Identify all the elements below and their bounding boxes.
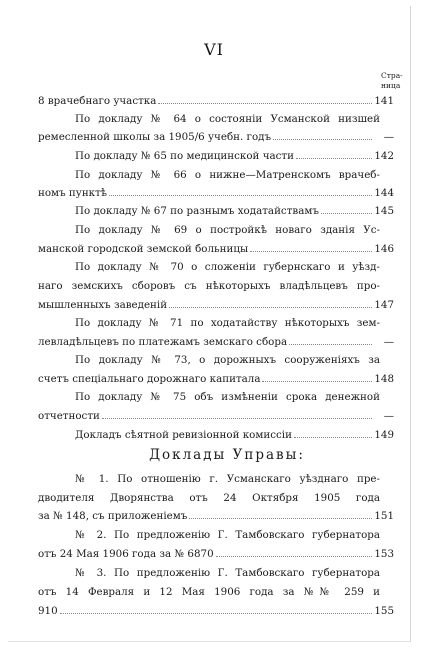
toc-entry: ремесленной школы за 1905/6 учебн. годъ — (38, 128, 394, 146)
toc-entry: мышленныхъ заведенiй 147 (38, 296, 394, 314)
toc-line: № 3. По предложенiю Г. Тамбовскаго губернатора (75, 567, 380, 579)
toc-entry: номъ пунктѣ 144 (38, 184, 394, 202)
page-column-heading: Стра- ница (381, 71, 403, 90)
toc-entry: 8 врачебнаго участка 141 (38, 92, 394, 110)
toc-line: № 2. По предложенiю Г. Тамбовскаго губернатора (75, 529, 380, 541)
toc-line: № 1. По отношенiю г. Усманскаго уѣзднаго пре- (75, 473, 380, 485)
toc-line: наго земскихъ сборовъ съ нѣкоторыхъ владѣльцевъ про- (38, 280, 380, 292)
toc-line: отъ 14 Февраля и 12 Мая 1906 года за №№ 259 и (38, 586, 380, 598)
toc-entry: По докладу № 67 по разнымъ ходатайствамъ 145 (75, 202, 394, 220)
toc-entry: отчетности — (38, 407, 394, 425)
toc-entry: По докладу № 65 по медицинской части 142 (75, 147, 394, 165)
toc-line: По докладу № 73, о дорожныхъ сооруженiяхъ за (75, 354, 380, 366)
toc-line: По докладу № 69 о постройкѣ новаго зданiя Ус- (75, 224, 380, 236)
page-number-roman: VI (204, 40, 224, 59)
toc-entry: счетъ спецiальнаго дорожнаго капитала 148 (38, 370, 394, 388)
toc-entry: Докладъ сѣятной ревизiонной комиссiи 149 (75, 426, 394, 444)
toc-entry: за № 148, съ приложенiемъ 151 (38, 507, 394, 525)
toc-line: По докладу № 75 объ измѣненiи срока денежной (75, 391, 380, 403)
toc-line: дводителя Дворянства отъ 24 Октября 1905 года (38, 492, 380, 504)
toc-entry: 910 155 (38, 602, 394, 620)
toc-line: По докладу № 66 о нижне—Матренскомъ врачеб- (75, 169, 380, 181)
section-heading: Доклады Управы: (149, 447, 305, 463)
toc-entry: манской городской земской больницы 146 (38, 240, 394, 258)
toc-entry: левладѣльцевъ по платежамъ земскаго сбора — (38, 333, 394, 351)
toc-line: По докладу № 71 по ходатайству нѣкоторыхъ зем- (75, 317, 380, 329)
toc-line: По докладу № 64 о состоянiи Усманской низшей (75, 113, 380, 125)
toc-entry: отъ 24 Мая 1906 года за № 6870 153 (38, 545, 394, 563)
toc-line: По докладу № 70 о сложенiи губернскаго и уѣзд- (75, 261, 380, 273)
